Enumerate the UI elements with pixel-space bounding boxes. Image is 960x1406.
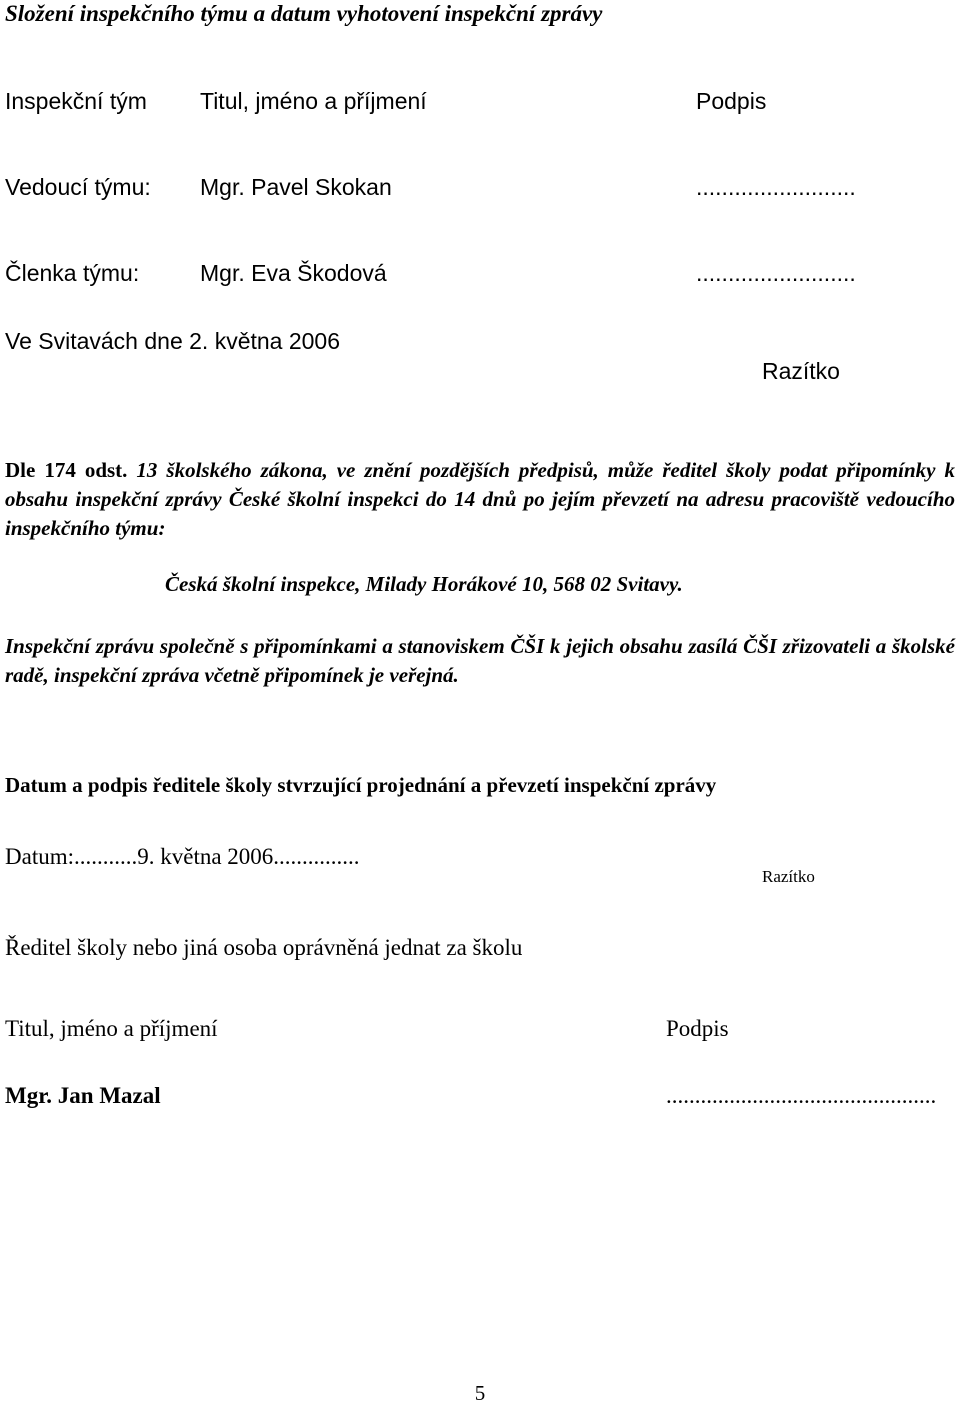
place-date: Ve Svitavách dne 2. května 2006 — [5, 328, 341, 354]
date-line: Datum:...........9. května 2006............... — [5, 844, 360, 869]
page-number: 5 — [474, 1381, 486, 1405]
acknowledgement-heading: Datum a podpis ředitele školy stvrzující projednání a převzetí inspekční zprávy — [5, 773, 717, 797]
stamp-label: Razítko — [762, 867, 815, 886]
director-signature-line: ............................................... — [666, 1083, 937, 1108]
member-signature-line: ......................... — [696, 260, 856, 286]
notice-lead: Dle 174 odst. — [5, 458, 128, 482]
member-signature-line: ......................... — [696, 174, 856, 200]
header-signature: Podpis — [696, 88, 767, 114]
member-role: Členka týmu: — [5, 260, 140, 286]
header-name: Titul, jméno a příjmení — [5, 1016, 218, 1041]
member-name: Mgr. Eva Škodová — [200, 260, 387, 286]
representative-label: Ředitel školy nebo jiná osoba oprávněná jednat za školu — [5, 935, 523, 960]
stamp-label: Razítko — [762, 358, 840, 384]
member-role: Vedoucí týmu: — [5, 174, 151, 200]
inspection-address: Česká školní inspekce, Milady Horákové 10, 568 02 Svitavy. — [165, 572, 683, 596]
member-name: Mgr. Pavel Skokan — [200, 174, 392, 200]
header-signature: Podpis — [666, 1016, 729, 1041]
director-name: Mgr. Jan Mazal — [5, 1083, 161, 1108]
header-name: Titul, jméno a příjmení — [200, 88, 427, 114]
notice-paragraph — [5, 456, 955, 543]
section-title: Složení inspekčního týmu a datum vyhotovení inspekční zprávy — [5, 1, 603, 26]
distribution-paragraph: Inspekční zprávu společně s připomínkami a stanoviskem ČŠI k jejich obsahu zasílá ČŠI zřizovateli a školské radě, inspekční zpráva včetně připomínek je veřejná. — [5, 634, 955, 687]
notice-text: 13 školského zákona, ve znění pozdějších předpisů, může ředitel školy podat připomínky k obsahu inspekční zprávy České školní inspekci do 14 dnů po jejím převzetí na adresu pracoviště vedoucího inspekčního týmu: — [5, 458, 955, 540]
header-team: Inspekční tým — [5, 88, 147, 114]
